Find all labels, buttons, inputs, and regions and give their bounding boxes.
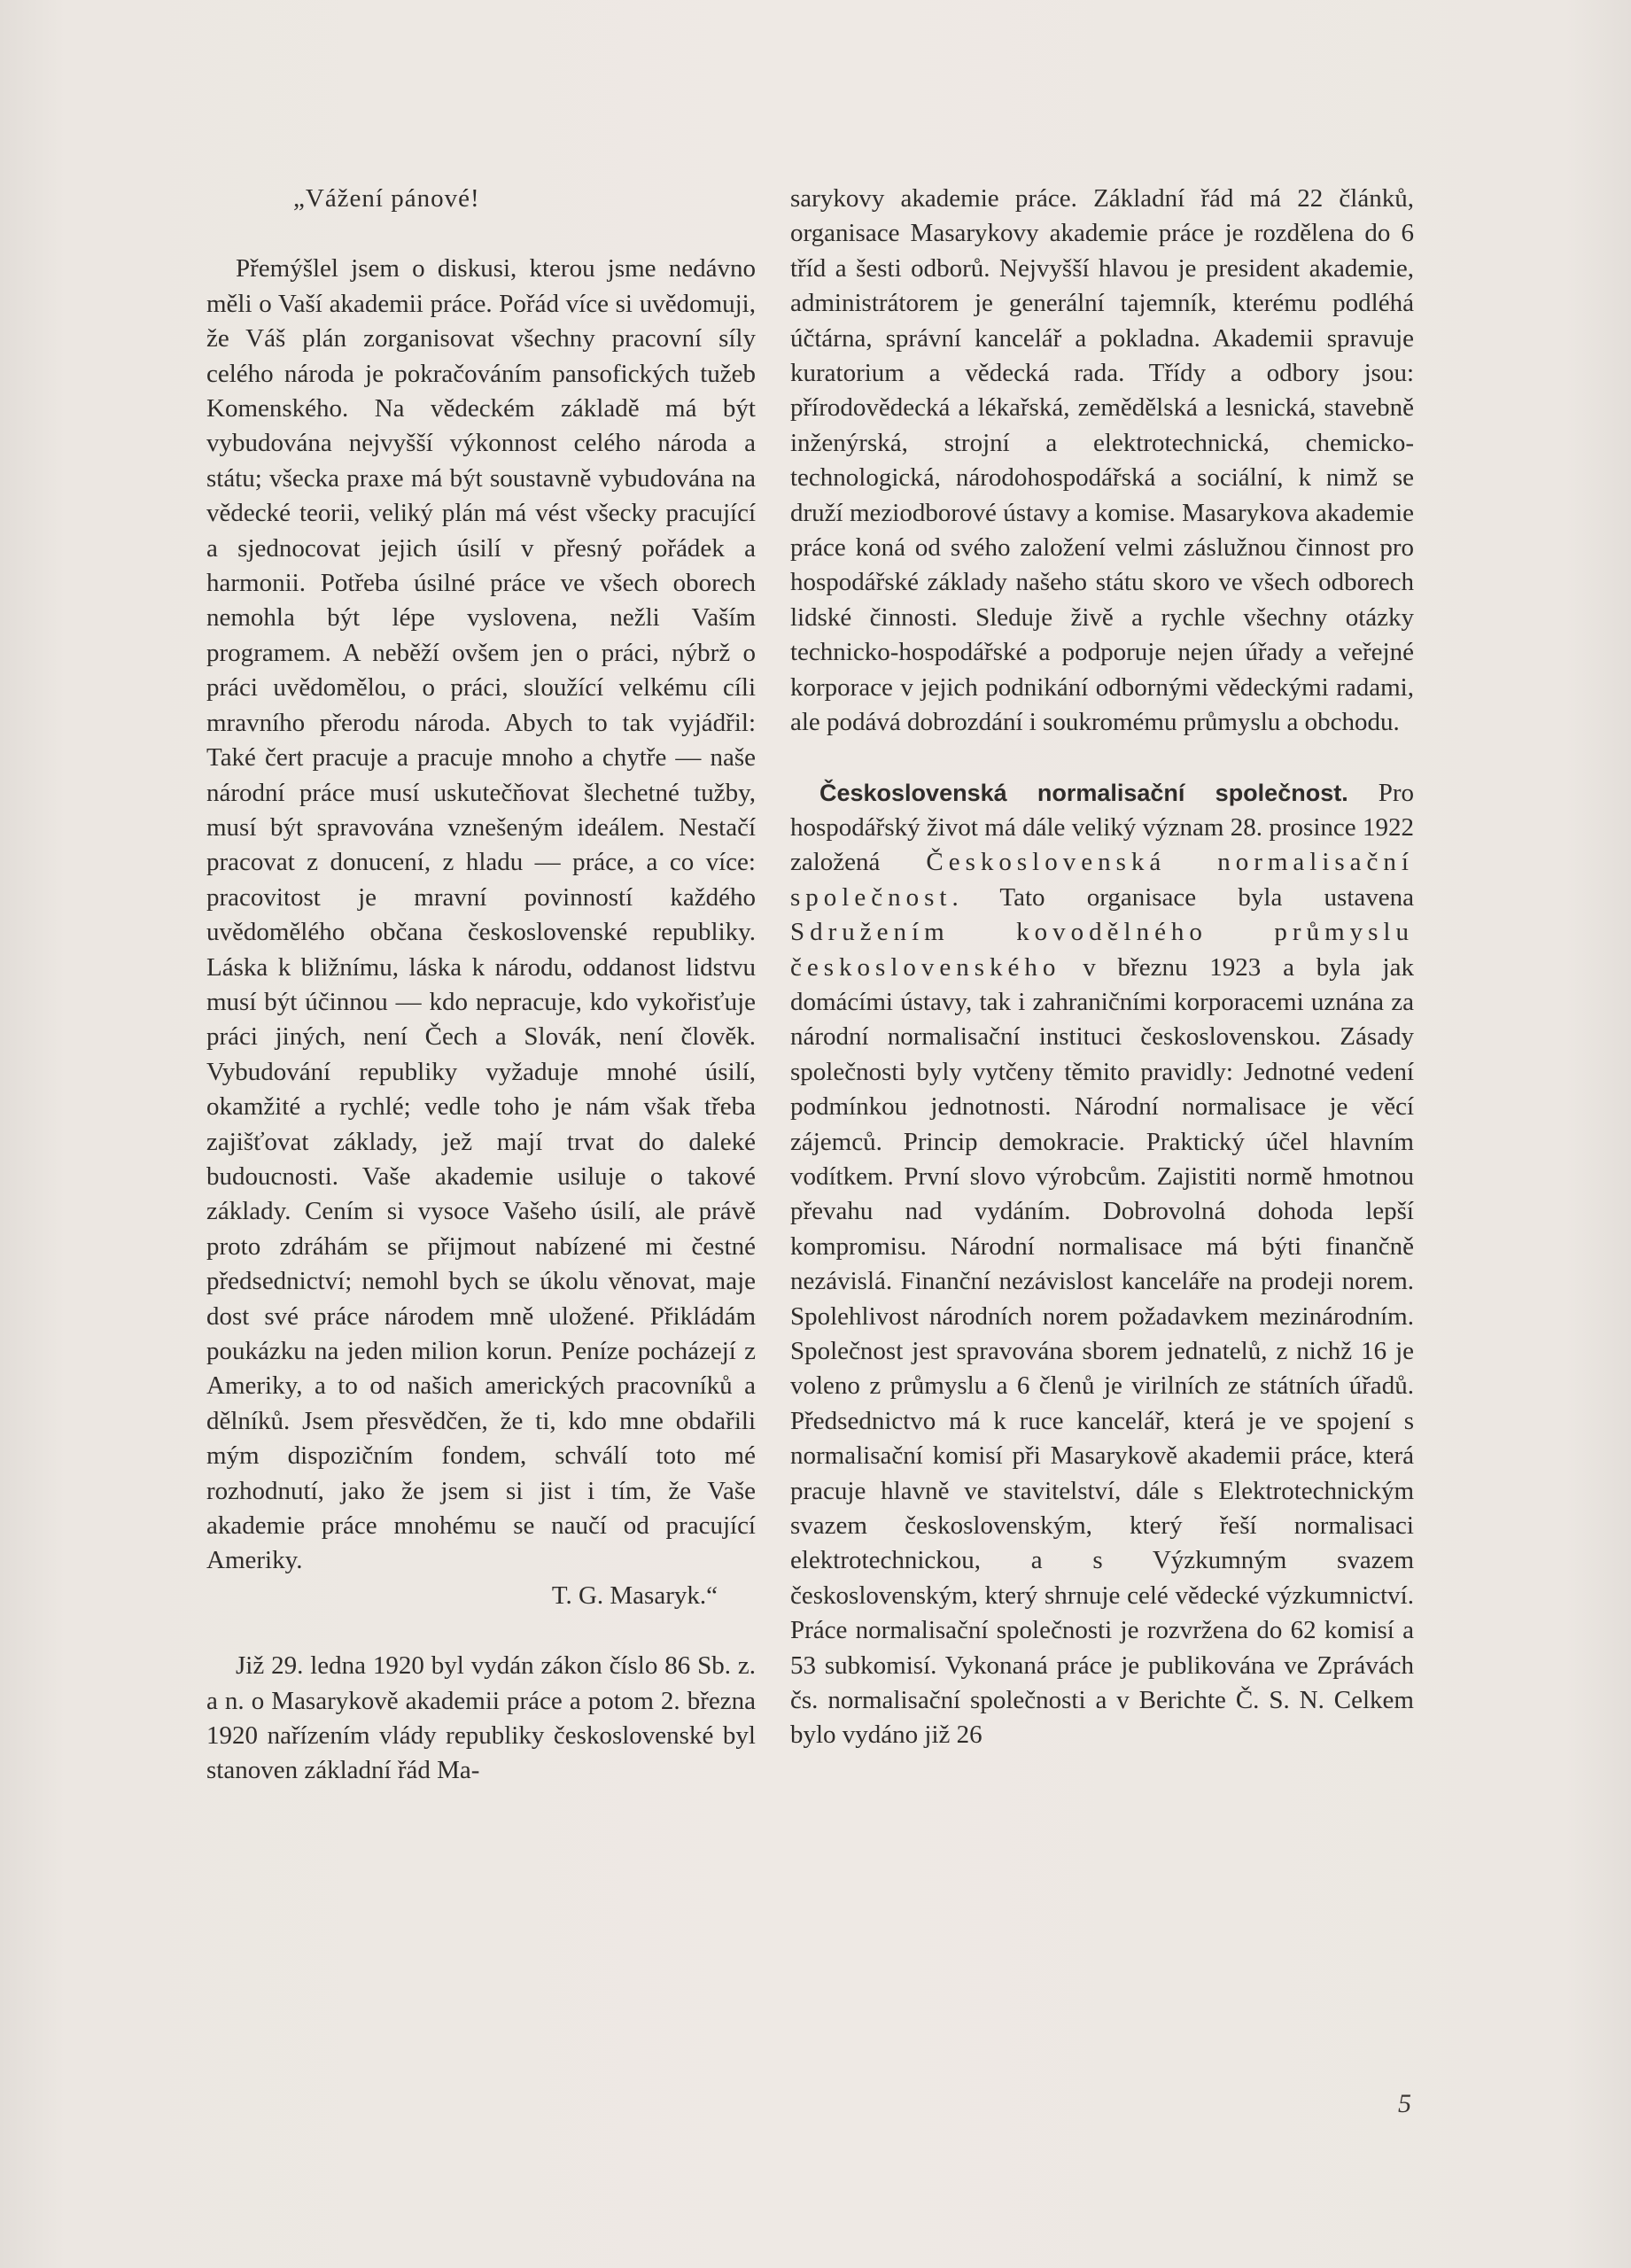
page-number: 5 (1398, 2089, 1411, 2118)
letter-salutation: „Vážení pánové! (293, 184, 480, 213)
left-column (206, 182, 756, 1789)
letter-signature: T. G. Masaryk.“ (551, 1581, 718, 1610)
section-heading: Československá normalisační společnost. (819, 779, 1348, 806)
academy-law-paragraph: Již 29. ledna 1920 byl vydán zákon číslo 86 Sb. z. a n. o Masarykově akademii práce a potom 2. března 1920 nařízením vlády republiky československé byl stanoven základní řád Ma- (206, 1651, 756, 1785)
academy-organisation-paragraph: sarykovy akademie práce. Základní řád má 22 článků, organisace Masarykovy akademie práce je rozdělena do 6 tříd a šesti odborů. Nejvyšší hlavou je president akademie, administrátorem je generální tajemník, kterému podléhá účtárna, správní kancelář a pokladna. Akademii spravuje kuratorium a vědecká rada. Třídy a odbory jsou: přírodovědecká a lékařská, zemědělská a lesnická, stavebně inženýrská, strojní a elektrotechnická, chemicko-technologická, národohospodářská a sociální, k nimž se druží meziodborové ústavy a komise. Masarykova akademie práce koná od svého založení velmi záslužnou činnost pro hospodářské základy našeho státu skoro ve všech odborech lidské činnosti. Sleduje živě a rychle všechny otázky technicko-hospodářské a podporuje nejen úřady a veřejné korporace v jejich podnikání odbornými vědeckými radami, ale podává dobrozdání i soukromému průmyslu a obchodu. (790, 184, 1414, 737)
letter-body: Přemýšlel jsem o diskusi, kterou jsme nedávno měli o Vaší akademii práce. Pořád více si uvědomuji, že Váš plán zorganisovat všechny pracovní síly celého národa je pokračováním pansofických tužeb Komenského. Na vědeckém základě má být vybudována nejvyšší výkonnost celého národa a státu; všecka praxe má být soustavně vybudována na vědecké teorii, veliký plán má vést všecky pracující a sjednocovat jejich úsilí v přesný pořádek a harmonii. Potřeba úsilné práce ve všech oborech nemohla být lépe vyslovena, nežli Vaším programem. A neběží ovšem jen o práci, nýbrž o práci uvědomělou, o práci, sloužící velkému cíli mravního přerodu národa. Abych to tak vyjádřil: Také čert pracuje a pracuje mnoho a chytře — naše národní práce musí uskutečňovat šlechetné tužby, musí být spravována vznešeným ideálem. Nestačí pracovat z donucení, z hladu — práce, a co více: pracovitost je mravní povinností každého uvědomělého občana československé republiky. Láska k bližnímu, láska k národu, oddanost lidstvu musí být účinnou — kdo nepracuje, kdo vykořisťuje práci jiných, není Čech a Slovák, není člověk. Vybudování republiky vyžaduje mnohé úsilí, okamžité a rychlé; vedle toho je nám však třeba zajišťovat základy, jež mají trvat do daleké budoucnosti. Vaše akademie usiluje o takové základy. Cením si vysoce Vašeho úsilí, ale právě proto zdráhám se přijmout nabízené mi čestné předsednictví; nemohl bych se úkolu věnovat, maje dost své práce národem mně uložené. Přikládám poukázku na jeden milion korun. Peníze pocházejí z Ameriky, a to od našich amerických pracovníků a dělníků. Jsem přesvědčen, že ti, kdo mne obdařili mým dispozičním fondem, schválí toto mé rozhodnutí, jako že jsem si jist i tím, že Vaše akademie práce mnohému se naučí od pracující Ameriky. (206, 254, 756, 1575)
section-text-part2: . Tato organisace byla ustavena (951, 882, 1414, 912)
section-text-part1: Pro hospodářský život má dále veliký význam 28. prosince 1922 založená (790, 778, 1414, 877)
section-text-part3: v březnu 1923 a byla jak domácími ústavy, tak i zahraničními korporacemi uznána za národní normalisační instituci československou. Zásady společnosti byly vytčeny těmito pravidly: Jednotné vedení podmínkou jednotnosti. Národní normalisace je věcí zájemců. Princip demokracie. Praktický účel hlavním vodítkem. První slovo výrobcům. Zajistiti normě hmotnou převahu nad vydáním. Dobrovolná dohoda lepší kompromisu. Národní normalisace má býti finančně nezávislá. Finanční nezávislost kanceláře na prodeji norem. Spolehlivost národních norem požadavkem mezinárodním. Společnost jest spravována sborem jednatelů, z nichž 16 je voleno z průmyslu a 6 členů je virilních ze státních úřadů. Předsednictvo má k ruce kancelář, která je ve spojení s normalisační komisí při Masarykově akademii práce, která pracuje hlavně ve stavitelství, dále s Elektrotechnickým svazem československým, který řeší normalisaci elektrotechnickou, a s Výzkumným svazem československým, který shrnuje celé vědecké výzkumnictví. Práce normalisační společnosti je rozvržena do 62 komisí a 53 subkomisí. Vykonaná práce je publikována ve Zprávách čs. normalisační společnosti a v Berichte Č. S. N. Celkem bylo vydáno již 26 (790, 952, 1414, 1750)
spaced-founder-name: Sdružením kovodělného průmyslu československého (790, 918, 1414, 982)
spaced-society-name: Československá normalisační společnost (790, 848, 1414, 912)
right-column (790, 182, 1414, 1753)
normalisation-society-paragraph (790, 776, 1414, 1753)
